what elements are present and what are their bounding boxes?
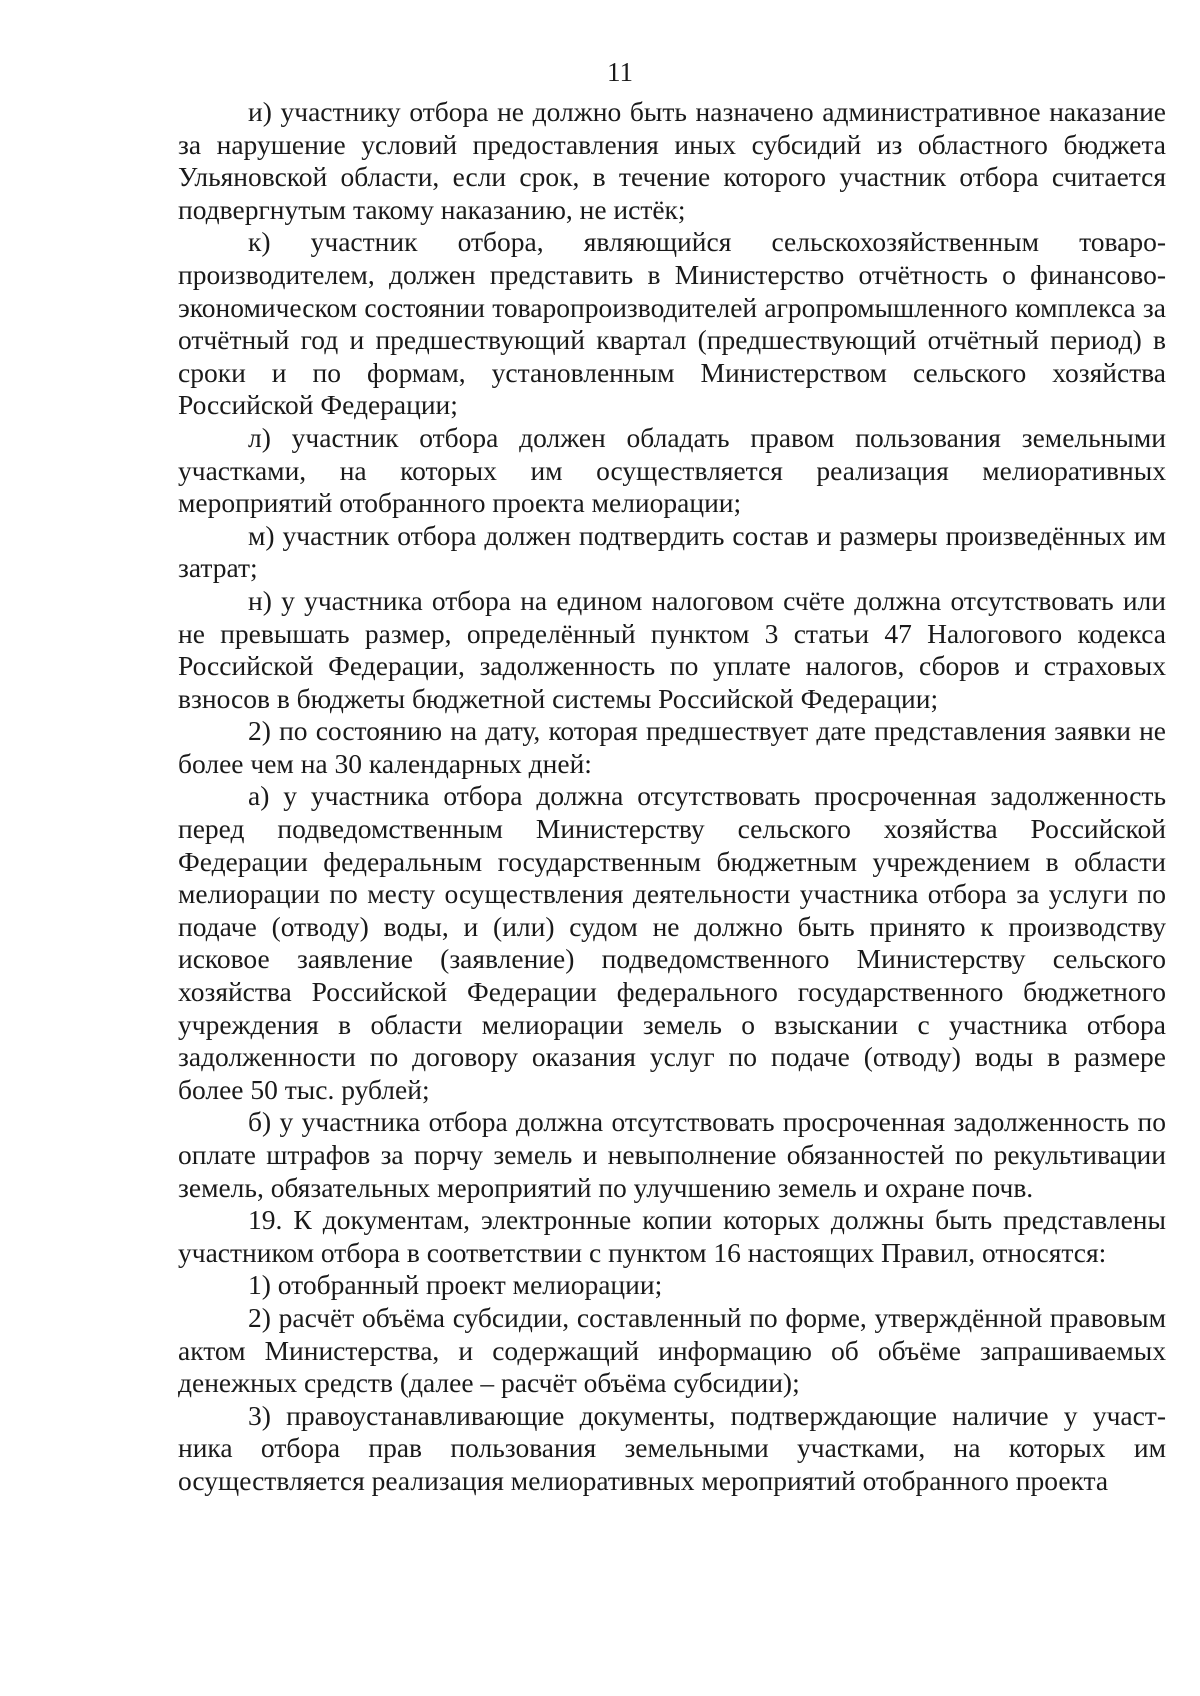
paragraph-k: к) участник отбора, являющийся сельскохозяйственным товаро-производителем, должен представить в Министерство отчётность о финансово-экономическом состоянии товаропроизводителей агропромышленного комплекса за отчётный год и предшествующий квартал (предшествующий отчётный период) в сроки и по формам, установленным Министерством сельского хозяйства Российской Федерации; (178, 226, 1166, 421)
page-number: 11 (607, 57, 633, 87)
paragraph-19: 19. К документам, электронные копии которых должны быть представлены участником отбора в соответствии с пунктом 16 настоящих Правил, относятся: (178, 1204, 1166, 1268)
paragraph-19-2: 2) расчёт объёма субсидии, составленный по форме, утверждённой правовым актом Министерства, и содержащий информацию об объёме запрашиваемых денежных средств (далее – расчёт объёма субсидии); (178, 1301, 1166, 1399)
paragraph-i: и) участнику отбора не должно быть назначено административное наказание за нарушение условий предоставления иных субсидий из областного бюджета Ульяновской области, если срок, в течение которого участник отбора считается подвергнутым такому наказанию, не истёк; (178, 96, 1166, 225)
paragraph-19-1: 1) отобранный проект мелиорации; (248, 1269, 663, 1301)
paragraph-n: н) у участника отбора на едином налоговом счёте должна отсутствовать или не превышать размер, определённый пунктом 3 статьи 47 Налогового кодекса Российской Федерации, задолженность по уплате налогов, сборов и страховых взносов в бюджеты бюджетной системы Российской Федерации; (178, 584, 1166, 714)
paragraph-l: л) участник отбора должен обладать правом пользования земельными участками, на которых им осуществляется реализация мелиоративных мероприятий отобранного проекта мелиорации; (178, 421, 1166, 519)
paragraph-a: а) у участника отбора должна отсутствовать просроченная задолженность перед подведомственным Министерству сельского хозяйства Российской Федерации федеральным государственным бюджетным учреждением в области мелиорации по месту осуществления деятельности участника отбора за услуги по подаче (отводу) воды, и (или) судом не должно быть принято к производству исковое заявление (заявление) подведомственного Министерству сельского хозяйства Российской Федерации федерального государственного бюджетного учреждения в области мелиорации земель о взыскании с участника отбора задолженности по договору оказания услуг по подаче (отводу) воды в размере более 50 тыс. рублей; (178, 780, 1166, 1105)
paragraph-19-3: 3) правоустанавливающие документы, подтверждающие наличие у участ-ника отбора прав пользования земельными участками, на которых им осуществляется реализация мелиоративных мероприятий отобранного проекта (178, 1399, 1166, 1496)
document-body (178, 96, 1166, 1498)
paragraph-m: м) участник отбора должен подтвердить состав и размеры произведённых им затрат; (178, 519, 1166, 584)
paragraph-2: 2) по состоянию на дату, которая предшествует дате представления заявки не более чем на 30 календарных дней: (178, 715, 1166, 779)
paragraph-b: б) у участника отбора должна отсутствовать просроченная задолженность по оплате штрафов за порчу земель и невыполнение обязанностей по рекультивации земель, обязательных мероприятий по улучшению земель и охране почв. (178, 1106, 1166, 1203)
